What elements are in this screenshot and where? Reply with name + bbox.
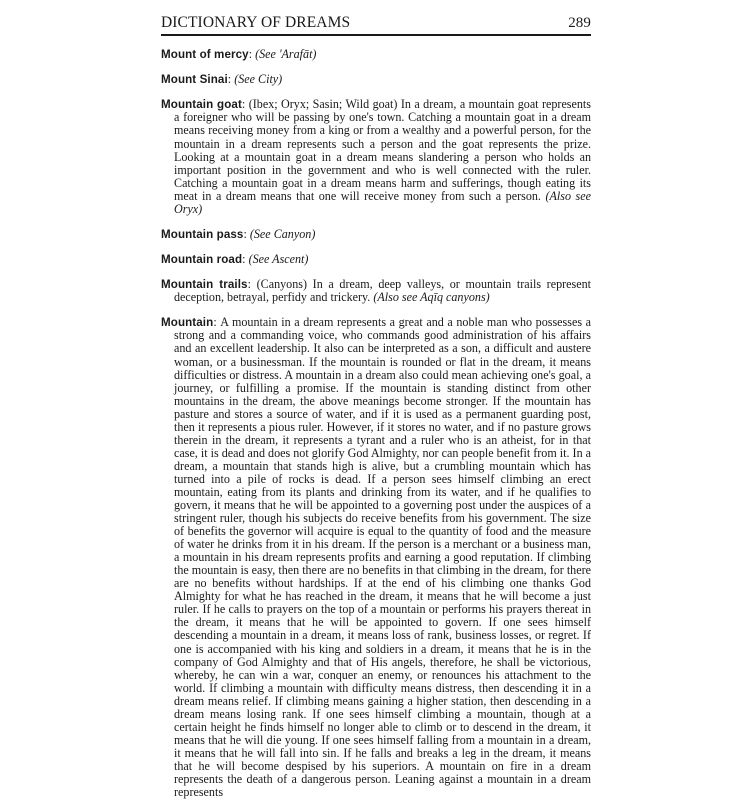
- entry-term: Mountain pass: [161, 227, 244, 241]
- dictionary-entries: [161, 48, 591, 799]
- term-separator: :: [247, 277, 257, 292]
- entry-mountain-trails: [161, 278, 591, 304]
- entry-body: (Ibex; Oryx; Sasin; Wild goat) In a dream, a mountain goat represents a foreigner who will be passing by one's town. Catching a mountain goat in a dream means receiving money from a king or from a wealthy and a powerful person, for the mountain in a dream represents such a person and the goat represents the prize. Looking at a mountain goat in a dream means slandering a person who holds an important position in the government and who is well connected with the ruler. Catching a mountain goat in a dream means harm and sufferings, though eating its meat in a dream means that one will receive money from such a person.: [174, 97, 591, 203]
- entry-term: Mountain goat: [161, 98, 242, 112]
- term-separator: :: [248, 47, 256, 62]
- entry-term: Mountain trails: [161, 278, 248, 292]
- term-separator: :: [241, 97, 249, 112]
- entry-body: A mountain in a dream represents a great and a noble man who possesses a strong and a commanding voice, who commands good administration of his affairs and an excellent leadership. It also can be interpreted as a son, a difficult and austere woman, or a businessman. If the mountain is rounded or flat in the dream, it means difficulties or distress. A mountain in a dream also could mean achieving one's goal, a journey, or fulfilling a promise. If the mountain is standing distinct from other mountains in the dream, the above meanings become stronger. If the mountain has pasture and stores a source of water, and if it is used as a permanent guarding post, then it represents a pious ruler. However, if it stores no water, and if no pasture grows therein in the dream, it represents a tyrant and a ruler who is an atheist, for in that case, it is dead and does not glorify God Almighty, nor can people benefit from it. In a dream, a mountain that stands high is alive, but a crumbling mountain which has turned into a pile of rocks is dead. If a person sees himself climbing an erect mountain, eating from its plants and drinking from its water, and if he qualifies to govern, it means that he will be appointed to a governing post under the auspices of a stringent ruler, though his subjects do receive benefits from his government. The size of benefits the governor will acquire is equal to the quantity of food and the measure of water he drinks from it in his dream. If the person is a merchant or a business man, a mountain in his dream represents profits and earning a good reputation. If climbing the mountain is easy, then there are no benefits in that climbing in the dream, for there are no benefits without hardships. If at the end of his climbing one thanks God Almighty for what he has reached in the dream, it means that he will become a just ruler. If he calls to prayers on the top of a mountain or performs his prayers thereat in the dream, it means that he will be appointed to govern. If one sees himself descending a mountain in a dream, it means loss of rank, business losses, or regret. If one is accompanied with his king and soldiers in a dream, it means that he is in the company of God Almighty and that of His angels, therefore, he shall be victorious, whereby, he can win a war, conquer an enemy, or renounces his attachment to the world. If climbing a mountain with difficulty means distress, then descending it in a dream means relief. If climbing means gaining a higher station, then descending in a dream means losing rank. If one sees himself climbing a mountain, though at a certain height he finds himself no longer able to climb or to descend in the dream, it means that he will die young. If one sees himself falling from a mountain in a dream, it means that he will fall into sin. If he falls and breaks a leg in the dream, it means that he will become despised by his superiors. A mountain on fire in a dream represents the death of a dangerous person. Leaning against a mountain in a dream represents: [174, 315, 592, 800]
- entry-mount-sinai: [161, 73, 591, 86]
- entry-mountain-road: [161, 253, 591, 266]
- entry-term: Mount of mercy: [161, 48, 249, 62]
- cross-reference: (See Canyon): [249, 226, 316, 241]
- cross-reference: (See 'Arafāt): [255, 47, 317, 62]
- entry-term: Mount Sinai: [161, 73, 228, 87]
- entry-term: Mountain road: [161, 253, 243, 267]
- entry-mountain-goat: [161, 98, 591, 215]
- term-separator: :: [243, 226, 250, 241]
- running-header: [161, 12, 591, 36]
- cross-reference: (See City): [234, 72, 283, 87]
- entry-body: (Canyons) In a dream, deep valleys, or mountain trails represent deception, betrayal, perfidy and trickery.: [174, 277, 592, 305]
- term-separator: :: [213, 315, 221, 330]
- entry-term: Mountain: [161, 316, 214, 330]
- term-separator: :: [242, 252, 249, 267]
- cross-reference: (See Ascent): [248, 252, 309, 267]
- entry-mount-of-mercy: [161, 48, 591, 61]
- book-title: DICTIONARY OF DREAMS: [161, 14, 351, 31]
- entry-mountain-pass: [161, 228, 591, 241]
- cross-reference: (Also see Oryx): [174, 188, 591, 216]
- page-number: 289: [568, 15, 591, 31]
- book-page: [161, 12, 591, 802]
- cross-reference: (Also see Aqīq canyons): [373, 290, 490, 305]
- entry-mountain: [161, 316, 591, 799]
- term-separator: :: [227, 72, 235, 87]
